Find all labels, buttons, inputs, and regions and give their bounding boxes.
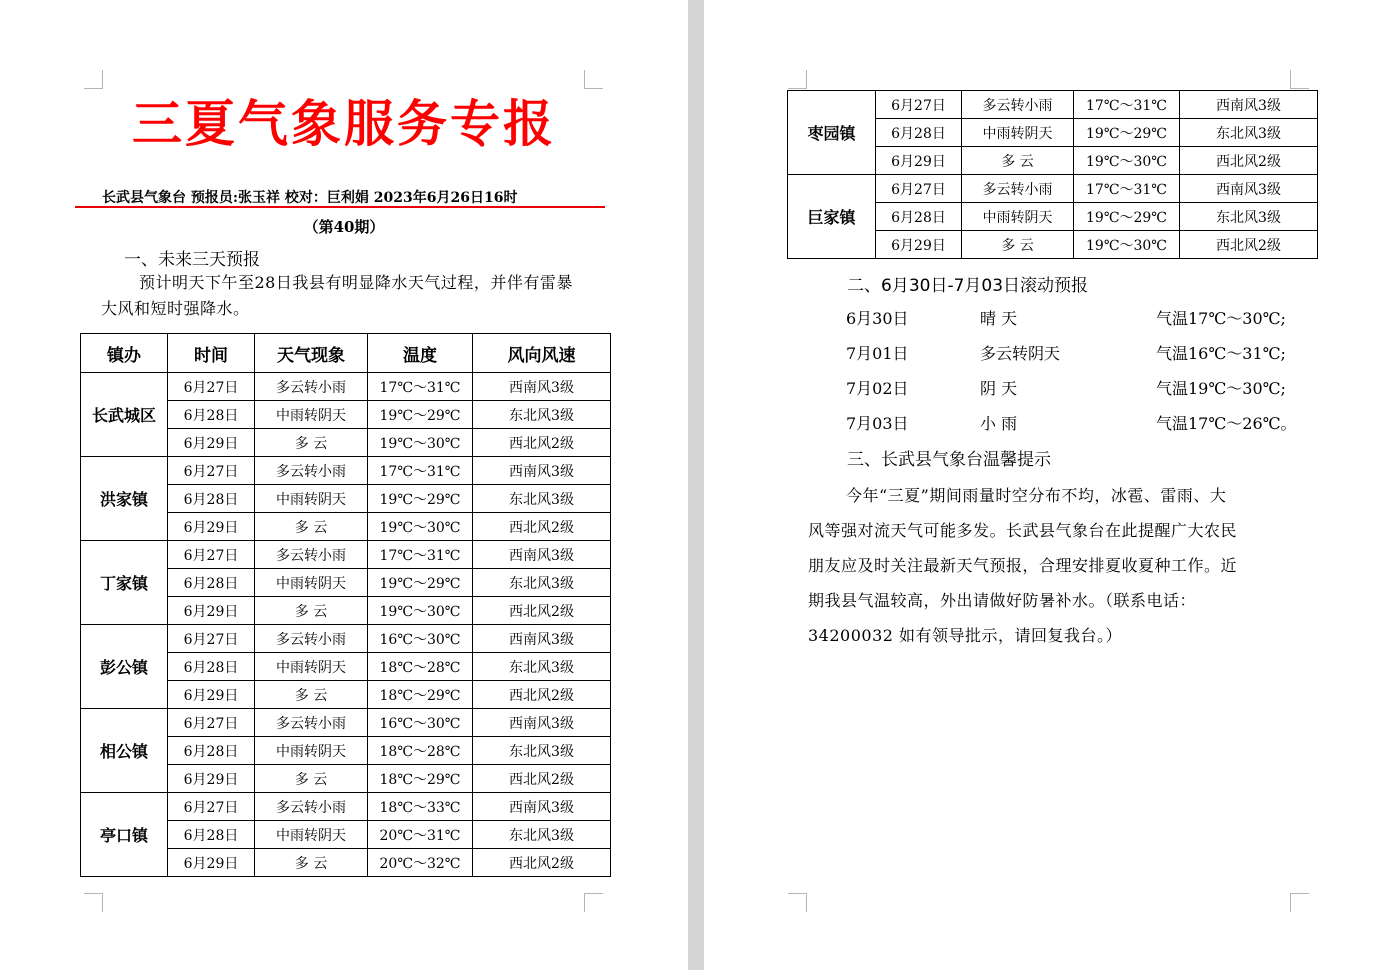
crop-mark <box>84 893 103 912</box>
date-cell: 6月28日 <box>876 119 962 147</box>
tips-line: 期我县气温较高，外出请做好防暑补水。（联系电话： <box>808 591 1197 610</box>
rolling-temp: 气温16℃～31℃; <box>1156 344 1286 363</box>
weather-cell: 多 云 <box>255 849 368 877</box>
wind-cell: 东北风3级 <box>1180 119 1318 147</box>
rolling-weather: 小 雨 <box>980 414 1018 433</box>
wind-cell: 东北风3级 <box>1180 203 1318 231</box>
temp-cell: 19℃～30℃ <box>1074 147 1180 175</box>
header-wind: 风向风速 <box>473 334 611 373</box>
town-cell: 亭口镇 <box>81 793 168 877</box>
section-1-paragraph: 预计明天下午至28日我县有明显降水天气过程，并伴有雷暴大风和短时强降水。 <box>101 273 573 318</box>
weather-cell: 多 云 <box>255 597 368 625</box>
temp-cell: 19℃～30℃ <box>368 513 473 541</box>
table-header-row <box>81 334 611 373</box>
date-cell: 6月27日 <box>168 793 255 821</box>
section-3-heading: 三、长武县气象台温馨提示 <box>847 450 1051 470</box>
temp-cell: 17℃～31℃ <box>368 457 473 485</box>
town-cell: 巨家镇 <box>788 175 876 259</box>
temp-cell: 19℃～29℃ <box>1074 203 1180 231</box>
red-divider <box>75 206 605 208</box>
date-cell: 6月29日 <box>876 231 962 259</box>
weather-cell: 多 云 <box>255 429 368 457</box>
temp-cell: 20℃～31℃ <box>368 821 473 849</box>
weather-cell: 多云转小雨 <box>255 457 368 485</box>
table-row <box>81 709 611 737</box>
temp-cell: 17℃～31℃ <box>368 541 473 569</box>
temp-cell: 19℃～29℃ <box>1074 119 1180 147</box>
town-cell: 长武城区 <box>81 373 168 457</box>
weather-cell: 多 云 <box>962 147 1074 175</box>
header-temperature: 温度 <box>368 334 473 373</box>
wind-cell: 西南风3级 <box>473 793 611 821</box>
section-2-heading: 二、6月30日-7月03日滚动预报 <box>847 276 1089 296</box>
wind-cell: 西北风2级 <box>473 513 611 541</box>
weather-cell: 多 云 <box>255 681 368 709</box>
weather-cell: 多云转小雨 <box>962 91 1074 119</box>
rolling-weather: 阴 天 <box>980 379 1018 398</box>
date-cell: 6月28日 <box>876 203 962 231</box>
weather-cell: 多云转小雨 <box>255 373 368 401</box>
temp-cell: 17℃～31℃ <box>368 373 473 401</box>
wind-cell: 东北风3级 <box>473 653 611 681</box>
temp-cell: 16℃～30℃ <box>368 709 473 737</box>
wind-cell: 西南风3级 <box>1180 91 1318 119</box>
rolling-weather: 多云转阴天 <box>980 344 1061 363</box>
rolling-weather: 晴 天 <box>980 309 1018 328</box>
wind-cell: 西北风2级 <box>473 597 611 625</box>
town-cell: 彭公镇 <box>81 625 168 709</box>
date-cell: 6月29日 <box>168 765 255 793</box>
weather-cell: 中雨转阴天 <box>255 569 368 597</box>
date-cell: 6月29日 <box>168 681 255 709</box>
weather-cell: 多 云 <box>255 765 368 793</box>
table-row <box>81 625 611 653</box>
table-row <box>788 175 1318 203</box>
temp-cell: 18℃～28℃ <box>368 653 473 681</box>
table-row <box>81 793 611 821</box>
rolling-temp: 气温17℃～30℃; <box>1156 309 1286 328</box>
date-cell: 6月28日 <box>168 485 255 513</box>
date-cell: 6月29日 <box>168 849 255 877</box>
town-cell: 枣园镇 <box>788 91 876 175</box>
date-cell: 6月28日 <box>168 653 255 681</box>
date-cell: 6月27日 <box>876 175 962 203</box>
weather-cell: 中雨转阴天 <box>962 203 1074 231</box>
date-cell: 6月29日 <box>876 147 962 175</box>
temp-cell: 19℃～30℃ <box>368 597 473 625</box>
rolling-temp: 气温17℃～26℃。 <box>1156 414 1297 433</box>
weather-cell: 多云转小雨 <box>255 793 368 821</box>
report-title: 三夏气象服务专报 <box>132 95 556 153</box>
wind-cell: 西北风2级 <box>473 429 611 457</box>
weather-cell: 中雨转阴天 <box>255 485 368 513</box>
weather-cell: 多云转小雨 <box>255 709 368 737</box>
weather-cell: 多云转小雨 <box>255 541 368 569</box>
temp-cell: 17℃～31℃ <box>1074 91 1180 119</box>
wind-cell: 西南风3级 <box>473 625 611 653</box>
tips-line: 34200032 如有领导批示，请回复我台。） <box>808 626 1123 645</box>
weather-cell: 多 云 <box>962 231 1074 259</box>
date-cell: 6月28日 <box>168 401 255 429</box>
weather-cell: 多 云 <box>255 513 368 541</box>
crop-mark <box>788 70 807 89</box>
date-cell: 6月28日 <box>168 737 255 765</box>
weather-cell: 中雨转阴天 <box>255 401 368 429</box>
rolling-temp: 气温19℃～30℃; <box>1156 379 1286 398</box>
weather-cell: 多云转小雨 <box>962 175 1074 203</box>
wind-cell: 西南风3级 <box>473 373 611 401</box>
weather-cell: 中雨转阴天 <box>255 821 368 849</box>
wind-cell: 西北风2级 <box>1180 231 1318 259</box>
wind-cell: 西北风2级 <box>473 681 611 709</box>
header-weather: 天气现象 <box>255 334 368 373</box>
temp-cell: 16℃～30℃ <box>368 625 473 653</box>
page-gutter <box>688 0 704 970</box>
weather-cell: 中雨转阴天 <box>255 653 368 681</box>
temp-cell: 19℃～29℃ <box>368 401 473 429</box>
table-row <box>788 91 1318 119</box>
crop-mark <box>584 893 603 912</box>
crop-mark <box>1290 70 1309 89</box>
weather-cell: 中雨转阴天 <box>962 119 1074 147</box>
tips-line: 朋友应及时关注最新天气预报，合理安排夏收夏种工作。近 <box>808 556 1238 575</box>
crop-mark <box>788 893 807 912</box>
header-town: 镇办 <box>81 334 168 373</box>
wind-cell: 东北风3级 <box>473 569 611 597</box>
rolling-date: 7月02日 <box>846 379 909 398</box>
wind-cell: 西南风3级 <box>473 709 611 737</box>
temp-cell: 17℃～31℃ <box>1074 175 1180 203</box>
wind-cell: 西南风3级 <box>1180 175 1318 203</box>
table-row <box>81 541 611 569</box>
wind-cell: 西北风2级 <box>1180 147 1318 175</box>
wind-cell: 东北风3级 <box>473 485 611 513</box>
date-cell: 6月27日 <box>876 91 962 119</box>
town-cell: 相公镇 <box>81 709 168 793</box>
weather-cell: 中雨转阴天 <box>255 737 368 765</box>
date-cell: 6月29日 <box>168 429 255 457</box>
temp-cell: 18℃～29℃ <box>368 765 473 793</box>
table-row <box>81 373 611 401</box>
issue-number: （第40期） <box>303 218 385 236</box>
tips-line: 风等强对流天气可能多发。长武县气象台在此提醒广大农民 <box>808 521 1238 540</box>
temp-cell: 20℃～32℃ <box>368 849 473 877</box>
crop-mark <box>1290 893 1309 912</box>
date-cell: 6月29日 <box>168 597 255 625</box>
wind-cell: 西南风3级 <box>473 457 611 485</box>
date-cell: 6月28日 <box>168 569 255 597</box>
date-cell: 6月27日 <box>168 457 255 485</box>
temp-cell: 18℃～33℃ <box>368 793 473 821</box>
wind-cell: 西南风3级 <box>473 541 611 569</box>
rolling-date: 7月03日 <box>846 414 909 433</box>
rolling-date: 7月01日 <box>846 344 909 363</box>
forecast-table <box>80 333 611 877</box>
date-cell: 6月27日 <box>168 625 255 653</box>
temp-cell: 19℃～30℃ <box>1074 231 1180 259</box>
table-row <box>81 457 611 485</box>
date-cell: 6月27日 <box>168 373 255 401</box>
wind-cell: 东北风3级 <box>473 821 611 849</box>
temp-cell: 18℃～29℃ <box>368 681 473 709</box>
temp-cell: 19℃～30℃ <box>368 429 473 457</box>
date-cell: 6月29日 <box>168 513 255 541</box>
date-cell: 6月27日 <box>168 541 255 569</box>
date-cell: 6月27日 <box>168 709 255 737</box>
wind-cell: 东北风3级 <box>473 737 611 765</box>
header-date: 时间 <box>168 334 255 373</box>
report-byline: 长武县气象台 预报员:张玉祥 校对：巨利娟 2023年6月26日16时 <box>102 190 518 206</box>
wind-cell: 西北风2级 <box>473 765 611 793</box>
temp-cell: 18℃～28℃ <box>368 737 473 765</box>
wind-cell: 东北风3级 <box>473 401 611 429</box>
tips-line: 今年“三夏”期间雨量时空分布不均，冰雹、雷雨、大 <box>846 486 1227 505</box>
weather-cell: 多云转小雨 <box>255 625 368 653</box>
temp-cell: 19℃～29℃ <box>368 485 473 513</box>
section-1-heading: 一、未来三天预报 <box>124 250 260 270</box>
forecast-table-continued <box>787 90 1318 259</box>
town-cell: 丁家镇 <box>81 541 168 625</box>
town-cell: 洪家镇 <box>81 457 168 541</box>
temp-cell: 19℃～29℃ <box>368 569 473 597</box>
wind-cell: 西北风2级 <box>473 849 611 877</box>
date-cell: 6月28日 <box>168 821 255 849</box>
rolling-date: 6月30日 <box>846 309 909 328</box>
